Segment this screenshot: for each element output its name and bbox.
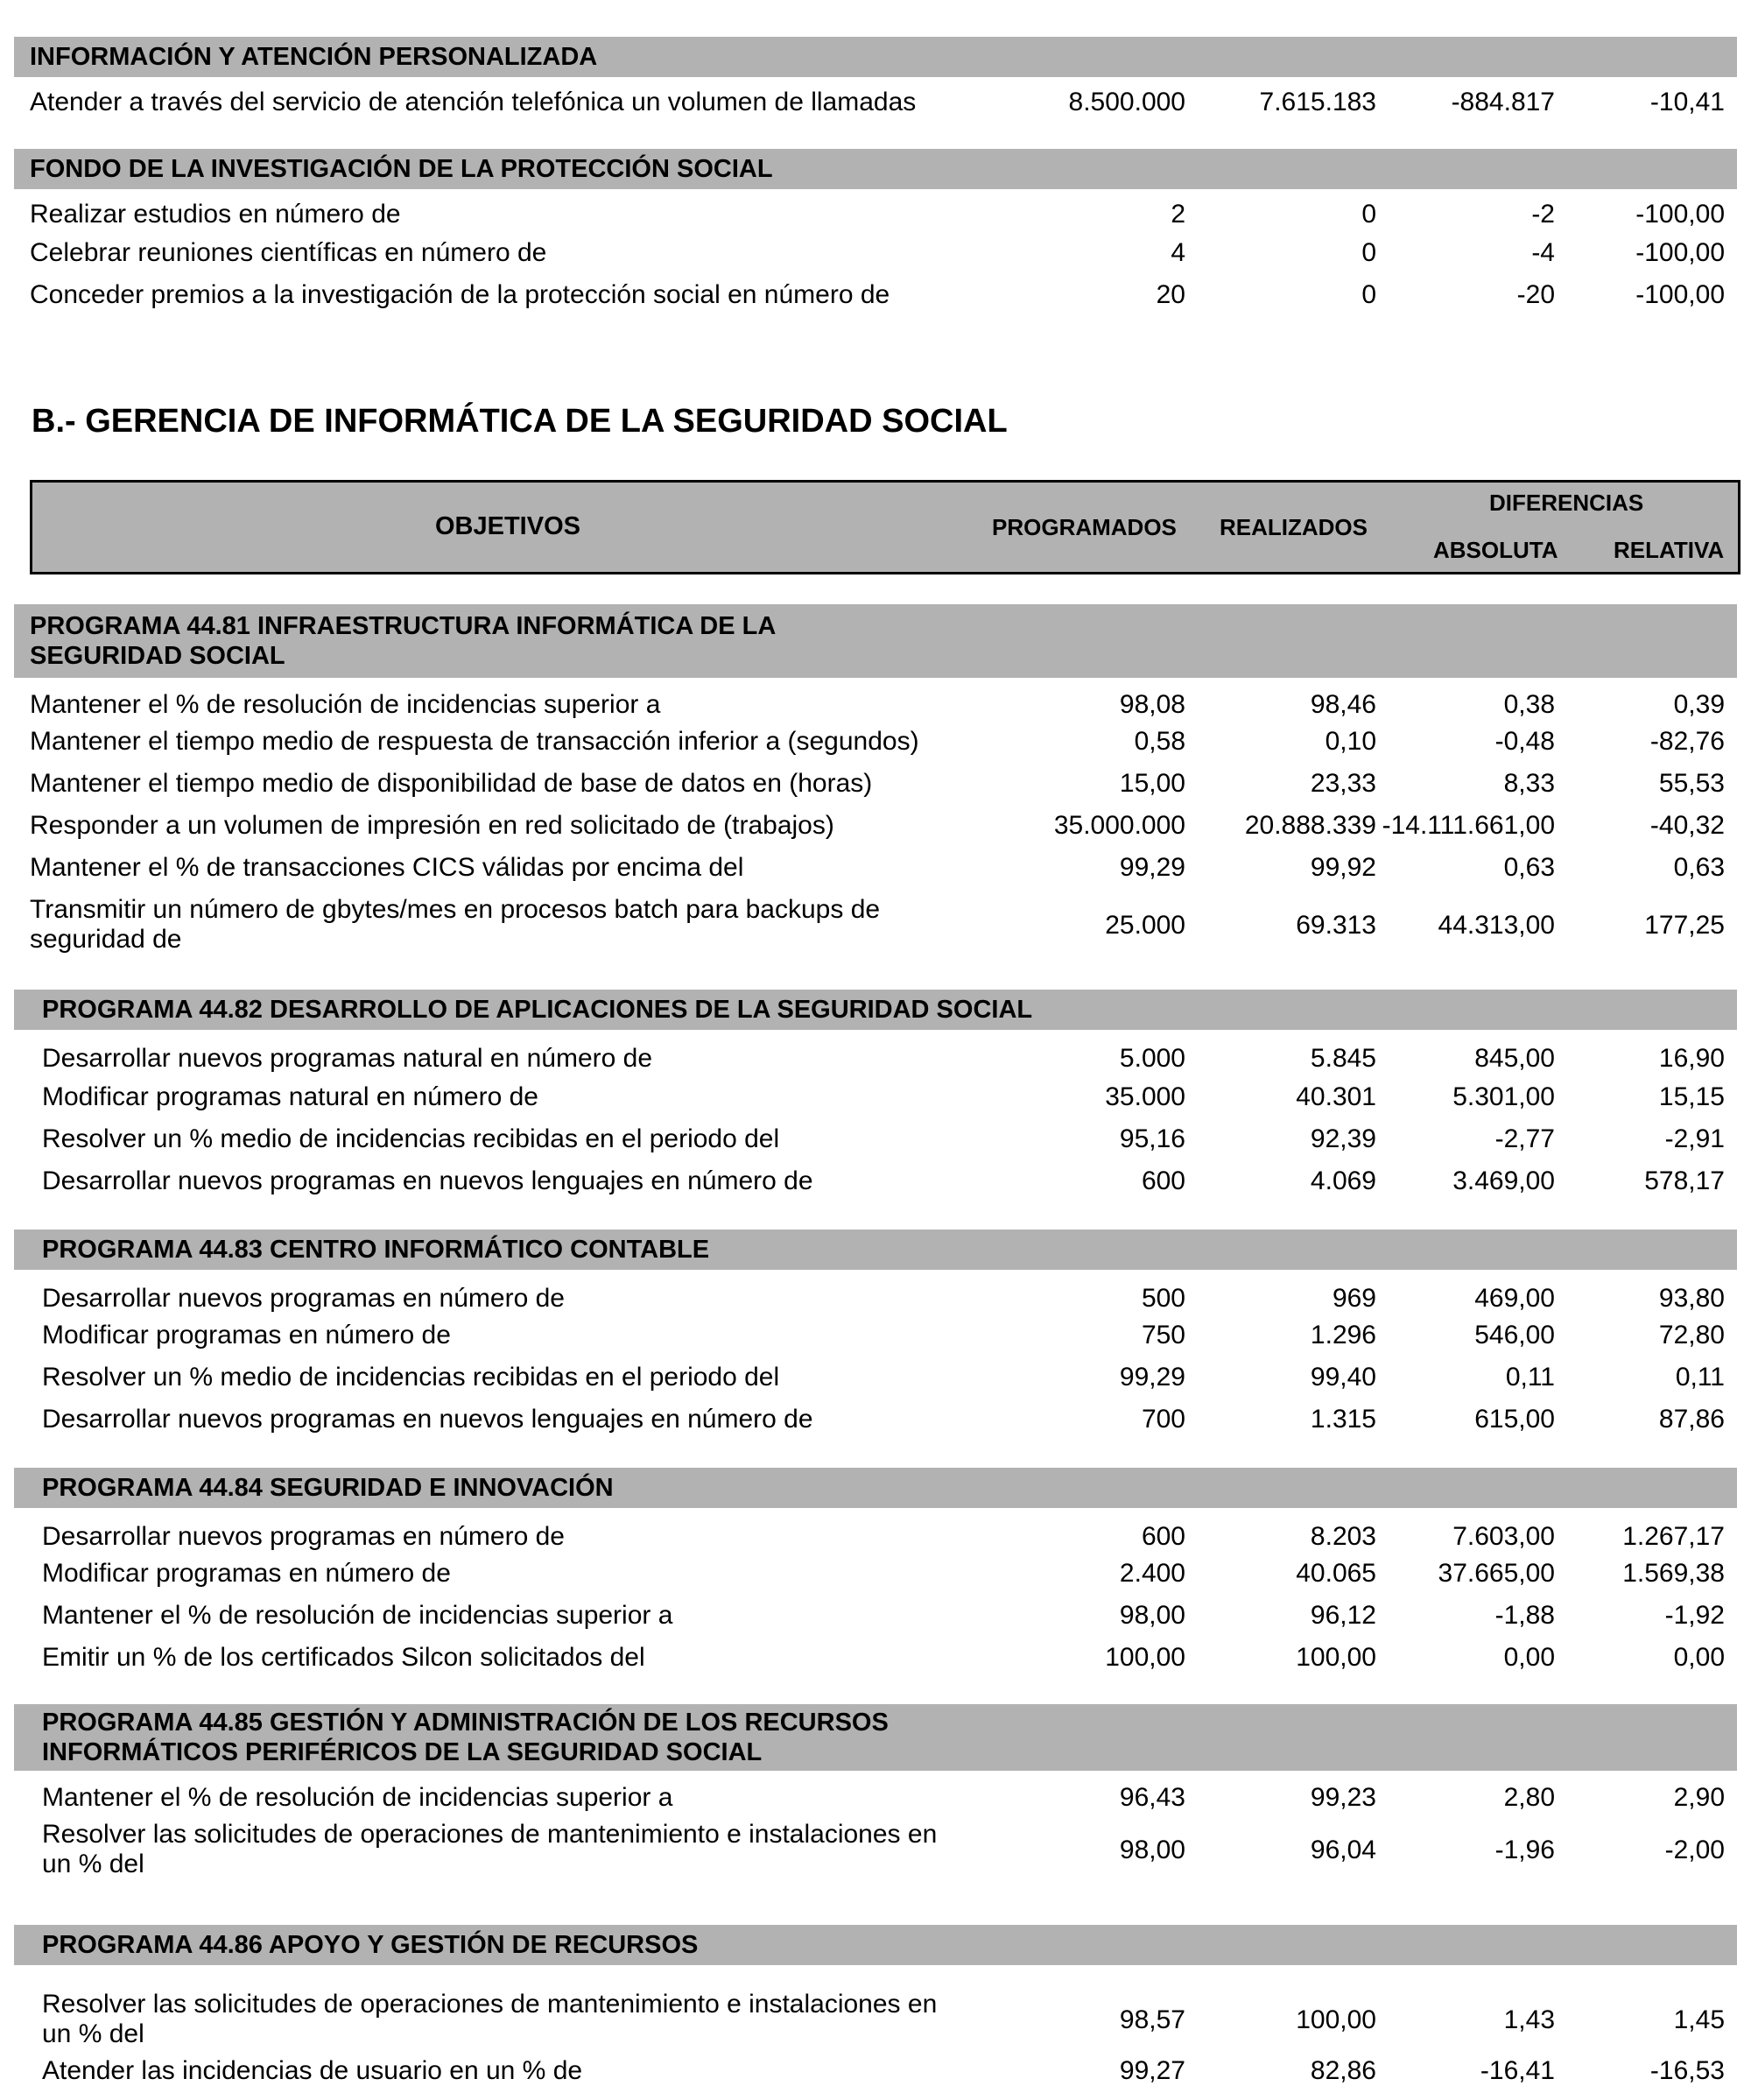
relativa-value: 1.267,17 bbox=[1622, 1522, 1725, 1551]
relativa-value: 93,80 bbox=[1658, 1284, 1725, 1313]
table-row bbox=[14, 1166, 1737, 1210]
absoluta-value: -0,48 bbox=[1494, 727, 1555, 756]
programados-value: 600 bbox=[1141, 1522, 1185, 1551]
programados-value: 35.000.000 bbox=[1053, 811, 1185, 840]
objective-label: Desarrollar nuevos programas en número de bbox=[42, 1284, 565, 1313]
absoluta-value: 5.301,00 bbox=[1452, 1082, 1555, 1111]
table-row bbox=[14, 1820, 1737, 1879]
realizados-value: 96,04 bbox=[1310, 1836, 1376, 1864]
objective-label: Modificar programas en número de bbox=[42, 1321, 451, 1349]
relativa-value: 87,86 bbox=[1658, 1405, 1725, 1434]
absoluta-value: 0,63 bbox=[1503, 853, 1555, 882]
section-band: PROGRAMA 44.81 INFRAESTRUCTURA INFORMÁTICA DE LA SEGURIDAD SOCIAL bbox=[14, 604, 1737, 678]
section-band: PROGRAMA 44.83 CENTRO INFORMÁTICO CONTABLE bbox=[14, 1230, 1737, 1270]
objective-label: Modificar programas en número de bbox=[42, 1559, 451, 1588]
objective-label: Resolver las solicitudes de operaciones de mantenimiento e instalaciones en un % del bbox=[42, 1990, 938, 2048]
programados-value: 700 bbox=[1141, 1405, 1185, 1434]
objective-label: Realizar estudios en número de bbox=[30, 200, 401, 229]
absoluta-value: 845,00 bbox=[1474, 1044, 1555, 1073]
objective-label: Resolver un % medio de incidencias recibidas en el periodo del bbox=[42, 1124, 780, 1153]
realizados-value: 99,92 bbox=[1310, 853, 1376, 882]
programados-value: 95,16 bbox=[1119, 1124, 1185, 1153]
programados-value: 99,29 bbox=[1119, 853, 1185, 882]
realizados-value: 96,12 bbox=[1310, 1601, 1376, 1630]
relativa-value: 1.569,38 bbox=[1622, 1559, 1725, 1588]
programados-value: 98,57 bbox=[1119, 2005, 1185, 2034]
table-row bbox=[14, 727, 1737, 771]
table-row bbox=[14, 1082, 1737, 1126]
realizados-value: 100,00 bbox=[1296, 2005, 1376, 2034]
programados-value: 35.000 bbox=[1105, 1082, 1185, 1111]
section-band: PROGRAMA 44.85 GESTIÓN Y ADMINISTRACIÓN DE LOS RECURSOS INFORMÁTICOS PERIFÉRICOS DE LA SEGURIDAD SOCIAL bbox=[14, 1704, 1737, 1771]
realizados-value: 82,86 bbox=[1310, 2056, 1376, 2085]
table-row bbox=[14, 1044, 1737, 1088]
absoluta-value: 3.469,00 bbox=[1452, 1166, 1555, 1195]
relativa-value: 0,39 bbox=[1673, 690, 1725, 719]
section-band: PROGRAMA 44.82 DESARROLLO DE APLICACIONES DE LA SEGURIDAD SOCIAL bbox=[14, 990, 1737, 1030]
realizados-value: 92,39 bbox=[1310, 1124, 1376, 1153]
realizados-value: 99,40 bbox=[1310, 1363, 1376, 1392]
programados-value: 98,08 bbox=[1119, 690, 1185, 719]
absoluta-value: 469,00 bbox=[1474, 1284, 1555, 1313]
objective-label: Conceder premios a la investigación de la protección social en número de bbox=[30, 280, 890, 309]
relativa-value: 55,53 bbox=[1658, 769, 1725, 798]
programados-value: 8.500.000 bbox=[1068, 88, 1185, 116]
objective-label: Transmitir un número de gbytes/mes en procesos batch para backups de seguridad de bbox=[30, 895, 881, 954]
header-programados: PROGRAMADOS bbox=[992, 514, 1177, 540]
programados-value: 25.000 bbox=[1105, 911, 1185, 940]
absoluta-value: 615,00 bbox=[1474, 1405, 1555, 1434]
programados-value: 500 bbox=[1141, 1284, 1185, 1313]
programados-value: 600 bbox=[1141, 1166, 1185, 1195]
objective-label: Modificar programas natural en número de bbox=[42, 1082, 538, 1111]
table-row bbox=[14, 1321, 1737, 1364]
realizados-value: 7.615.183 bbox=[1259, 88, 1376, 116]
realizados-value: 8.203 bbox=[1310, 1522, 1376, 1551]
objective-label: Mantener el tiempo medio de disponibilidad de base de datos en (horas) bbox=[30, 769, 873, 798]
relativa-value: -10,41 bbox=[1649, 88, 1725, 116]
absoluta-value: 0,00 bbox=[1503, 1643, 1555, 1672]
objective-label: Resolver las solicitudes de operaciones de mantenimiento e instalaciones en un % del bbox=[42, 1820, 938, 1878]
absoluta-value: 2,80 bbox=[1503, 1783, 1555, 1812]
realizados-value: 0 bbox=[1361, 200, 1376, 229]
section-band: PROGRAMA 44.84 SEGURIDAD E INNOVACIÓN bbox=[14, 1468, 1737, 1508]
table-row bbox=[14, 238, 1737, 282]
relativa-value: 0,11 bbox=[1675, 1363, 1725, 1392]
programados-value: 99,29 bbox=[1119, 1363, 1185, 1392]
table-row bbox=[14, 280, 1737, 324]
objective-label: Desarrollar nuevos programas en nuevos lenguajes en número de bbox=[42, 1166, 813, 1195]
realizados-value: 23,33 bbox=[1310, 769, 1376, 798]
header-absoluta: ABSOLUTA bbox=[1433, 537, 1558, 563]
table-row bbox=[14, 200, 1737, 243]
realizados-value: 100,00 bbox=[1296, 1643, 1376, 1672]
programados-value: 0,58 bbox=[1134, 727, 1185, 756]
relativa-value: 72,80 bbox=[1658, 1321, 1725, 1349]
programados-value: 15,00 bbox=[1119, 769, 1185, 798]
realizados-value: 969 bbox=[1332, 1284, 1376, 1313]
absoluta-value: 7.603,00 bbox=[1452, 1522, 1555, 1551]
absoluta-value: -20 bbox=[1516, 280, 1555, 309]
relativa-value: -2,00 bbox=[1664, 1836, 1725, 1864]
programados-value: 99,27 bbox=[1119, 2056, 1185, 2085]
programados-value: 96,43 bbox=[1119, 1783, 1185, 1812]
absoluta-value: -16,41 bbox=[1480, 2056, 1555, 2085]
realizados-value: 1.315 bbox=[1310, 1405, 1376, 1434]
programados-value: 750 bbox=[1141, 1321, 1185, 1349]
absoluta-value: 8,33 bbox=[1503, 769, 1555, 798]
absoluta-value: 0,38 bbox=[1503, 690, 1555, 719]
header-objetivos: OBJETIVOS bbox=[435, 512, 580, 540]
absoluta-value: -4 bbox=[1531, 238, 1555, 267]
absoluta-value: 44.313,00 bbox=[1438, 911, 1555, 940]
header-diferencias: DIFERENCIAS bbox=[1489, 490, 1644, 516]
relativa-value: -2,91 bbox=[1664, 1124, 1725, 1153]
absoluta-value: -2 bbox=[1531, 200, 1555, 229]
table-header bbox=[30, 480, 1740, 574]
objective-label: Responder a un volumen de impresión en red solicitado de (trabajos) bbox=[30, 811, 834, 840]
relativa-value: 0,00 bbox=[1673, 1643, 1725, 1672]
realizados-value: 40.301 bbox=[1296, 1082, 1376, 1111]
table-row bbox=[14, 1990, 1737, 2049]
objective-label: Desarrollar nuevos programas en nuevos lenguajes en número de bbox=[42, 1405, 813, 1434]
realizados-value: 4.069 bbox=[1310, 1166, 1376, 1195]
absoluta-value: -2,77 bbox=[1494, 1124, 1555, 1153]
section-title: B.- GERENCIA DE INFORMÁTICA DE LA SEGURIDAD SOCIAL bbox=[32, 403, 1008, 440]
table-row bbox=[14, 88, 1737, 131]
objective-label: Atender a través del servicio de atención telefónica un volumen de llamadas bbox=[30, 88, 917, 116]
relativa-value: 1,45 bbox=[1673, 2005, 1725, 2034]
programados-value: 98,00 bbox=[1119, 1601, 1185, 1630]
objective-label: Emitir un % de los certificados Silcon solicitados del bbox=[42, 1643, 645, 1672]
objective-label: Mantener el % de resolución de incidencias superior a bbox=[42, 1783, 673, 1812]
table-row bbox=[14, 1601, 1737, 1645]
relativa-value: -82,76 bbox=[1649, 727, 1725, 756]
realizados-value: 0 bbox=[1361, 280, 1376, 309]
relativa-value: 16,90 bbox=[1658, 1044, 1725, 1073]
objective-label: Celebrar reuniones científicas en número de bbox=[30, 238, 547, 267]
absoluta-value: -14.111.661,00 bbox=[1382, 811, 1555, 840]
table-row bbox=[14, 769, 1737, 813]
section-band: PROGRAMA 44.86 APOYO Y GESTIÓN DE RECURSOS bbox=[14, 1925, 1737, 1965]
table-row bbox=[14, 811, 1737, 855]
absoluta-value: 546,00 bbox=[1474, 1321, 1555, 1349]
realizados-value: 1.296 bbox=[1310, 1321, 1376, 1349]
relativa-value: 578,17 bbox=[1644, 1166, 1725, 1195]
programados-value: 4 bbox=[1171, 238, 1185, 267]
relativa-value: -100,00 bbox=[1635, 280, 1725, 309]
programados-value: 2 bbox=[1171, 200, 1185, 229]
relativa-value: 0,63 bbox=[1673, 853, 1725, 882]
absoluta-value: 1,43 bbox=[1503, 2005, 1555, 2034]
programados-value: 100,00 bbox=[1105, 1643, 1185, 1672]
programados-value: 5.000 bbox=[1119, 1044, 1185, 1073]
objective-label: Resolver un % medio de incidencias recibidas en el periodo del bbox=[42, 1363, 780, 1392]
table-row bbox=[14, 1405, 1737, 1448]
objective-label: Atender las incidencias de usuario en un % de bbox=[42, 2056, 583, 2085]
relativa-value: -100,00 bbox=[1635, 200, 1725, 229]
realizados-value: 99,23 bbox=[1310, 1783, 1376, 1812]
programados-value: 2.400 bbox=[1119, 1559, 1185, 1588]
table-row bbox=[14, 853, 1737, 897]
table-row bbox=[14, 1124, 1737, 1168]
absoluta-value: -1,88 bbox=[1494, 1601, 1555, 1630]
relativa-value: -16,53 bbox=[1649, 2056, 1725, 2085]
realizados-value: 20.888.339 bbox=[1244, 811, 1376, 840]
absoluta-value: -884.817 bbox=[1451, 88, 1555, 116]
table-row bbox=[14, 895, 1737, 955]
relativa-value: -1,92 bbox=[1664, 1601, 1725, 1630]
relativa-value: 177,25 bbox=[1644, 911, 1725, 940]
objective-label: Mantener el tiempo medio de respuesta de transacción inferior a (segundos) bbox=[30, 727, 919, 756]
relativa-value: 2,90 bbox=[1673, 1783, 1725, 1812]
realizados-value: 0,10 bbox=[1325, 727, 1376, 756]
header-relativa: RELATIVA bbox=[1614, 537, 1725, 563]
table-row bbox=[14, 1559, 1737, 1603]
objective-label: Desarrollar nuevos programas en número de bbox=[42, 1522, 565, 1551]
section-band: INFORMACIÓN Y ATENCIÓN PERSONALIZADA bbox=[14, 37, 1737, 77]
relativa-value: -40,32 bbox=[1649, 811, 1725, 840]
objective-label: Mantener el % de resolución de incidencias superior a bbox=[42, 1601, 673, 1630]
absoluta-value: 37.665,00 bbox=[1438, 1559, 1555, 1588]
realizados-value: 5.845 bbox=[1310, 1044, 1376, 1073]
objective-label: Mantener el % de resolución de incidencias superior a bbox=[30, 690, 661, 719]
realizados-value: 0 bbox=[1361, 238, 1376, 267]
objective-label: Desarrollar nuevos programas natural en número de bbox=[42, 1044, 653, 1073]
absoluta-value: -1,96 bbox=[1494, 1836, 1555, 1864]
table-row bbox=[14, 1363, 1737, 1406]
section-band: FONDO DE LA INVESTIGACIÓN DE LA PROTECCIÓN SOCIAL bbox=[14, 149, 1737, 189]
absoluta-value: 0,11 bbox=[1505, 1363, 1555, 1392]
programados-value: 98,00 bbox=[1119, 1836, 1185, 1864]
realizados-value: 40.065 bbox=[1296, 1559, 1376, 1588]
table-row bbox=[14, 2056, 1737, 2100]
realizados-value: 98,46 bbox=[1310, 690, 1376, 719]
programados-value: 20 bbox=[1156, 280, 1185, 309]
table-row bbox=[14, 1643, 1737, 1687]
relativa-value: -100,00 bbox=[1635, 238, 1725, 267]
realizados-value: 69.313 bbox=[1296, 911, 1376, 940]
objective-label: Mantener el % de transacciones CICS válidas por encima del bbox=[30, 853, 744, 882]
relativa-value: 15,15 bbox=[1658, 1082, 1725, 1111]
header-realizados: REALIZADOS bbox=[1220, 514, 1368, 540]
